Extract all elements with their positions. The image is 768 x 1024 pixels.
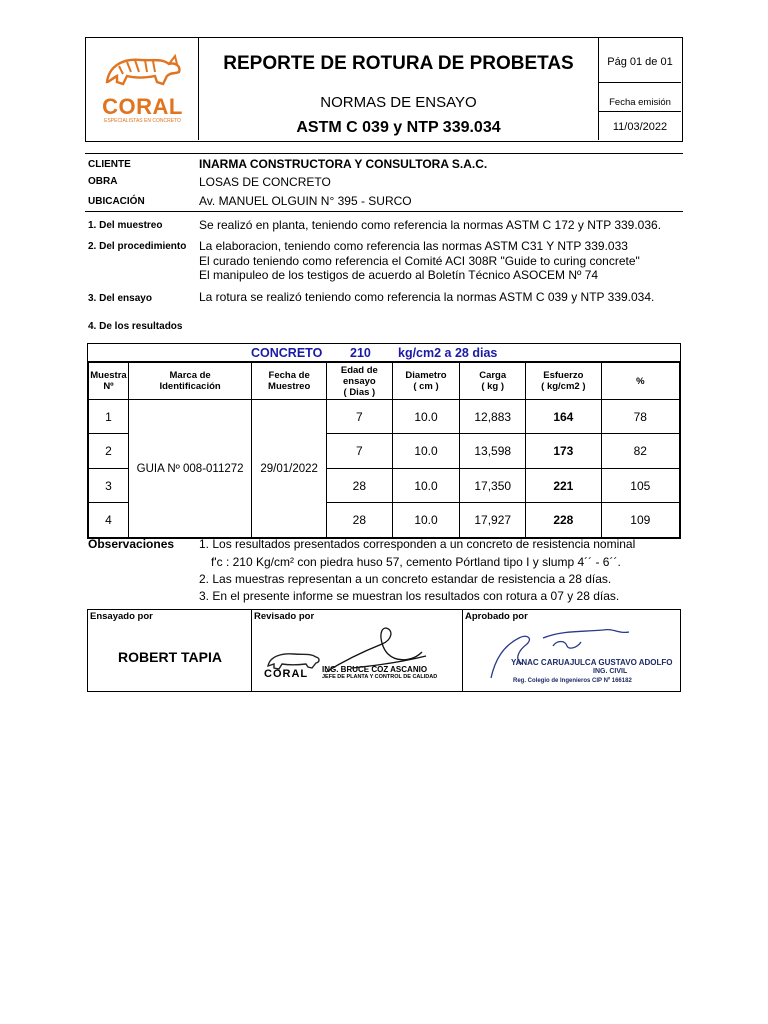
- aprobado-label: Aprobado por: [465, 611, 528, 622]
- page-number: Pág 01 de 01: [607, 56, 673, 68]
- cell-pct: 78: [601, 400, 679, 434]
- cell-carga: 17,350: [460, 469, 526, 503]
- cell-carga: 13,598: [460, 434, 526, 469]
- revisado-label: Revisado por: [254, 611, 315, 622]
- logo-text: CORAL: [102, 94, 183, 119]
- obra-label: OBRA: [88, 176, 118, 187]
- procedimiento-line: El curado teniendo como referencia el Comité ACI 308R "Guide to curing concrete": [199, 254, 640, 268]
- cell-muestra: 3: [89, 469, 129, 503]
- muestreo-label: 1. Del muestreo: [88, 220, 163, 231]
- revisado-stamp-name: ING. BRUCE COZ ASCANIO: [322, 665, 428, 674]
- cell-muestra: 2: [89, 434, 129, 469]
- meta-cell: [599, 38, 681, 140]
- procedimiento-line: La elaboracion, teniendo como referencia las normas ASTM C31 Y NTP 339.033: [199, 239, 628, 253]
- signatures-block: [87, 609, 681, 692]
- cell-edad: 28: [327, 469, 393, 503]
- aprobado-stamp-reg: Reg. Colegio de Ingenieros CIP Nº 166182: [513, 678, 632, 684]
- header-muestra: Muestra Nº: [89, 363, 129, 400]
- observacion-line: 2. Las muestras representan a un concreto estandar de resistencia a 28 días.: [199, 572, 612, 586]
- header-diametro: Diametro ( cm ): [392, 363, 460, 400]
- ensayo-label: 3. Del ensayo: [88, 293, 152, 304]
- cell-diametro: 10.0: [392, 400, 460, 434]
- header-esfuerzo: Esfuerzo ( kg/cm2 ): [526, 363, 602, 400]
- cell-muestra: 4: [89, 503, 129, 538]
- cell-diametro: 10.0: [392, 469, 460, 503]
- cell-edad: 7: [327, 400, 393, 434]
- cell-pct: 82: [601, 434, 679, 469]
- cell-edad: 7: [327, 434, 393, 469]
- resultados-label: 4. De los resultados: [88, 321, 183, 332]
- ubicacion-value: Av. MANUEL OLGUIN N° 395 - SURCO: [199, 194, 412, 208]
- header-pct: %: [601, 363, 679, 400]
- coral-stamp-text: CORAL: [264, 668, 309, 680]
- cell-carga: 12,883: [460, 400, 526, 434]
- cell-esfuerzo: 228: [526, 503, 602, 538]
- report-title: REPORTE DE ROTURA DE PROBETAS: [223, 53, 574, 74]
- cell-edad: 28: [327, 503, 393, 538]
- header-fecha: Fecha de Muestreo: [252, 363, 327, 400]
- logo-cell: [86, 38, 199, 140]
- cell-diametro: 10.0: [392, 503, 460, 538]
- issue-date: 11/03/2022: [612, 121, 668, 133]
- aprobado-stamp-name: YANAC CARUAJULCA GUSTAVO ADOLFO: [511, 658, 673, 667]
- cell-diametro: 10.0: [392, 434, 460, 469]
- report-header: [85, 37, 683, 142]
- revisado-stamp-role: JEFE DE PLANTA Y CONTROL DE CALIDAD: [322, 674, 438, 680]
- logo-tagline: ESPECIALISTAS EN CONCRETO: [104, 118, 181, 124]
- report-subtitle: NORMAS DE ENSAYO: [320, 94, 477, 111]
- table-row: [89, 400, 680, 434]
- cell-pct: 109: [601, 503, 679, 538]
- cell-fecha: 29/01/2022: [252, 400, 327, 538]
- issue-date-label: Fecha emisión: [609, 97, 671, 108]
- cell-esfuerzo: 164: [526, 400, 602, 434]
- header-carga: Carga ( kg ): [460, 363, 526, 400]
- concreto-label: CONCRETO: [251, 346, 323, 360]
- observaciones-label: Observaciones: [88, 537, 175, 551]
- results-table: [87, 343, 681, 539]
- cliente-value: INARMA CONSTRUCTORA Y CONSULTORA S.A.C.: [199, 157, 488, 171]
- report-standard: ASTM C 039 y NTP 339.034: [296, 119, 501, 136]
- ensayado-cell: [88, 610, 252, 691]
- procedimiento-line: El manipuleo de los testigos de acuerdo al Boletín Técnico ASOCEM Nº 74: [199, 268, 599, 282]
- observacion-line: f'c : 210 Kg/cm² con piedra huso 57, cemento Pórtland tipo I y slump 4´´ - 6´´.: [211, 555, 621, 569]
- cell-pct: 105: [601, 469, 679, 503]
- obra-value: LOSAS DE CONCRETO: [199, 175, 331, 189]
- cell-esfuerzo: 173: [526, 434, 602, 469]
- muestreo-text: Se realizó en planta, teniendo como referencia la normas ASTM C 172 y NTP 339.036.: [199, 218, 662, 232]
- cell-carga: 17,927: [460, 503, 526, 538]
- concreto-unit: kg/cm2 a 28 dias: [398, 346, 498, 360]
- observacion-line: 3. En el presente informe se muestran los resultados con rotura a 07 y 28 días.: [199, 589, 620, 603]
- header-marca: Marca de Identificación: [128, 363, 251, 400]
- concreto-value: 210: [350, 346, 371, 360]
- coral-logo-icon: [101, 52, 185, 90]
- ensayado-name: ROBERT TAPIA: [118, 649, 222, 665]
- observacion-line: 1. Los resultados presentados corresponden a un concreto de resistencia nominal: [199, 537, 636, 551]
- ensayado-label: Ensayado por: [90, 611, 153, 622]
- cell-esfuerzo: 221: [526, 469, 602, 503]
- revisado-signature-icon: [322, 622, 432, 678]
- revisado-cell: [252, 610, 463, 691]
- results-grid: [88, 362, 680, 538]
- cell-marca: GUIA Nº 008-011272: [128, 400, 251, 538]
- cliente-label: CLIENTE: [88, 159, 131, 170]
- procedimiento-label: 2. Del procedimiento: [88, 241, 187, 252]
- ubicacion-label: UBICACIÓN: [88, 196, 145, 207]
- title-cell: [199, 38, 599, 140]
- ensayo-text: La rotura se realizó teniendo como referencia la normas ASTM C 039 y NTP 339.034.: [199, 290, 655, 304]
- aprobado-stamp-role: ING. CIVIL: [593, 668, 628, 675]
- cell-muestra: 1: [89, 400, 129, 434]
- concreto-banner: [88, 344, 680, 362]
- aprobado-signature-icon: [483, 620, 663, 686]
- aprobado-cell: [463, 610, 681, 691]
- header-edad: Edad de ensayo ( Dias ): [327, 363, 393, 400]
